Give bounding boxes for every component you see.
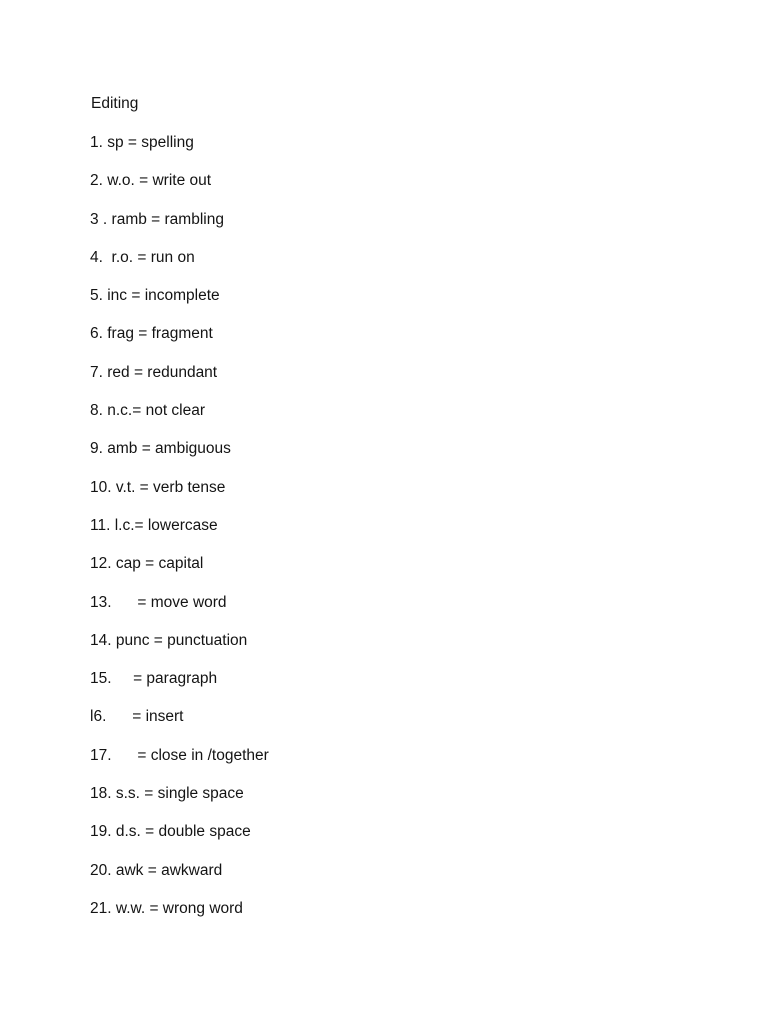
list-item: 3 . ramb = rambling [90, 210, 224, 228]
list-item: 9. amb = ambiguous [90, 440, 231, 458]
list-item: 6. frag = fragment [90, 325, 213, 343]
list-item: l6. = insert [90, 708, 184, 726]
abbreviation-list [90, 133, 269, 937]
list-item: 1. sp = spelling [90, 134, 194, 151]
list-item: 2. w.o. = write out [90, 172, 212, 190]
list-item: 10. v.t. = verb tense [90, 478, 226, 496]
list-item: 13. = move word [90, 593, 227, 611]
list-item: 8. n.c.= not clear [90, 402, 206, 420]
list-item: 12. cap = capital [90, 555, 204, 573]
list-item: 11. l.c.= lowercase [90, 516, 218, 534]
list-item: 15. = paragraph [90, 670, 218, 688]
list-item: 7. red = redundant [90, 363, 218, 381]
list-item: 18. s.s. = single space [90, 785, 244, 803]
list-item: 19. d.s. = double space [90, 823, 251, 841]
list-item: 21. w.w. = wrong word [90, 899, 243, 917]
list-item: 17. = close in /together [90, 746, 269, 764]
list-item: 20. awk = awkward [90, 861, 223, 879]
list-item: 5. inc = incomplete [90, 287, 220, 305]
document-title: Editing [91, 95, 139, 112]
list-item: 14. punc = punctuation [90, 631, 248, 649]
list-item: 4. r.o. = run on [90, 248, 195, 266]
